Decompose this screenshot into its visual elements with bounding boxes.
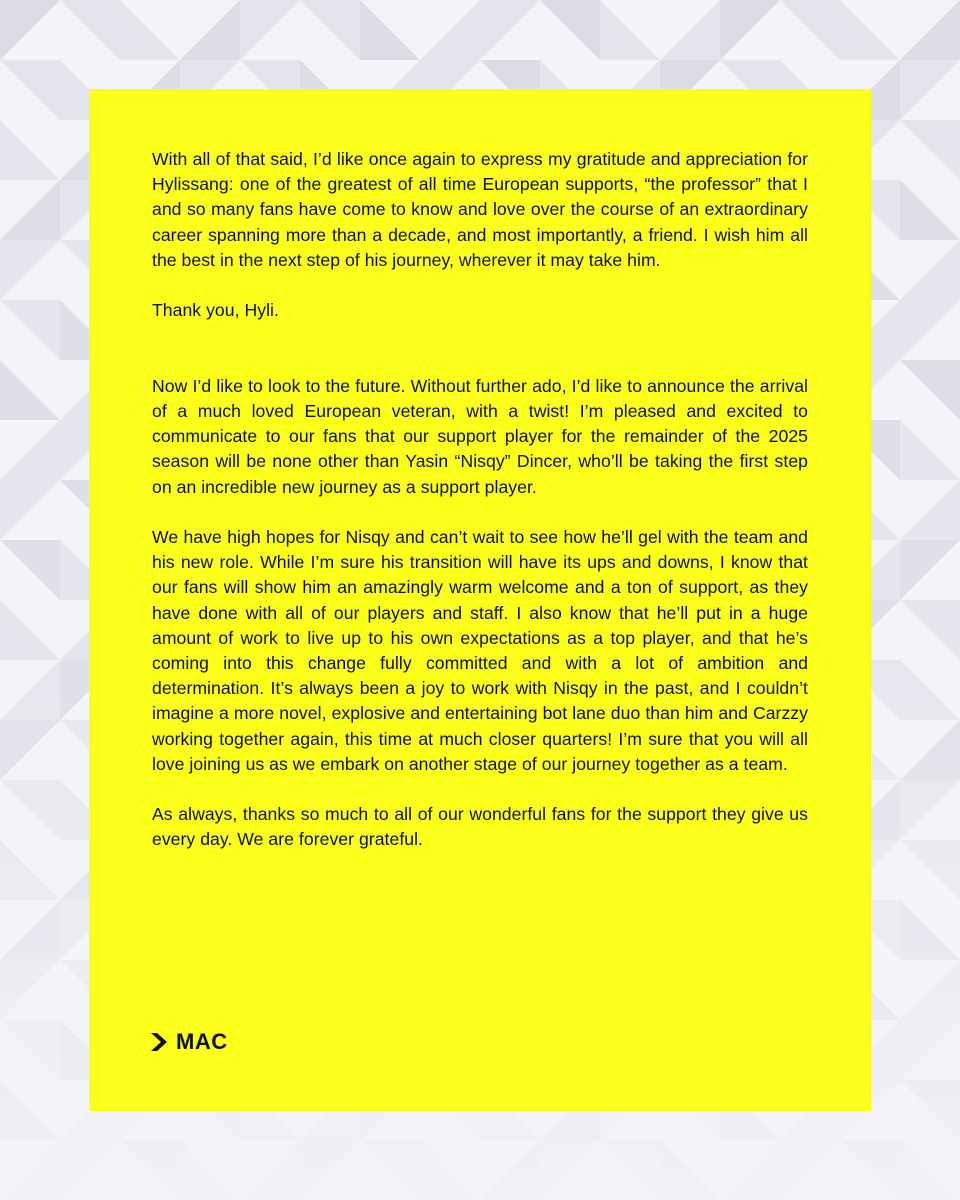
paragraph-closing: As always, thanks so much to all of our wonderful fans for the support they give us every day. We are forever grateful. xyxy=(152,804,808,850)
paragraph-thank-you: Thank you, Hyli. xyxy=(152,300,279,321)
paragraph-hopes: We have high hopes for Nisqy and can’t wait to see how he’ll gel with the team and his new role. While I’m sure his transition will have its ups and downs, I know that our fans will show him an amazingly warm welcome and a ton of support, as they have done with all of our players and staff. I also know that he’ll put in a huge amount of work to live up to his own expectations as a top player, and that he’s coming into this change fully committed and with a lot of ambition and determination. It’s always been a joy to work with Nisqy in the past, and I couldn’t imagine a more novel, explosive and entertaining bot lane duo than him and Carzzy working together again, this time at much closer quarters! I’m sure that you will all love joining us as we embark on another stage of our journey together as a team. xyxy=(152,527,808,774)
paragraph-spacer-large xyxy=(152,323,808,373)
announcement-card xyxy=(89,89,871,1111)
signature-name: MAC xyxy=(176,1029,228,1054)
chevron-right-icon xyxy=(150,1032,168,1052)
paragraph-spacer xyxy=(152,500,808,525)
paragraph-announcement: Now I’d like to look to the future. Without further ado, I’d like to announce the arrival of a much loved European veteran, with a twist! I’m pleased and excited to communicate to our fans that our support player for the remainder of the 2025 season will be none other than Yasin “Nisqy” Dincer, who’ll be taking the first step on an incredible new journey as a support player. xyxy=(152,375,808,497)
paragraph-gratitude: With all of that said, I’d like once again to express my gratitude and appreciation for Hylissang: one of the greatest of all time European supports, “the professor” that I and so many fans have come to know and love over the course of an extraordinary career spanning more than a decade, and most importantly, a friend. I wish him all the best in the next step of his journey, wherever it may take him. xyxy=(152,149,808,270)
paragraph-spacer xyxy=(152,777,808,802)
letter-body xyxy=(152,147,808,853)
paragraph-spacer xyxy=(152,273,808,298)
signature xyxy=(150,1029,228,1055)
